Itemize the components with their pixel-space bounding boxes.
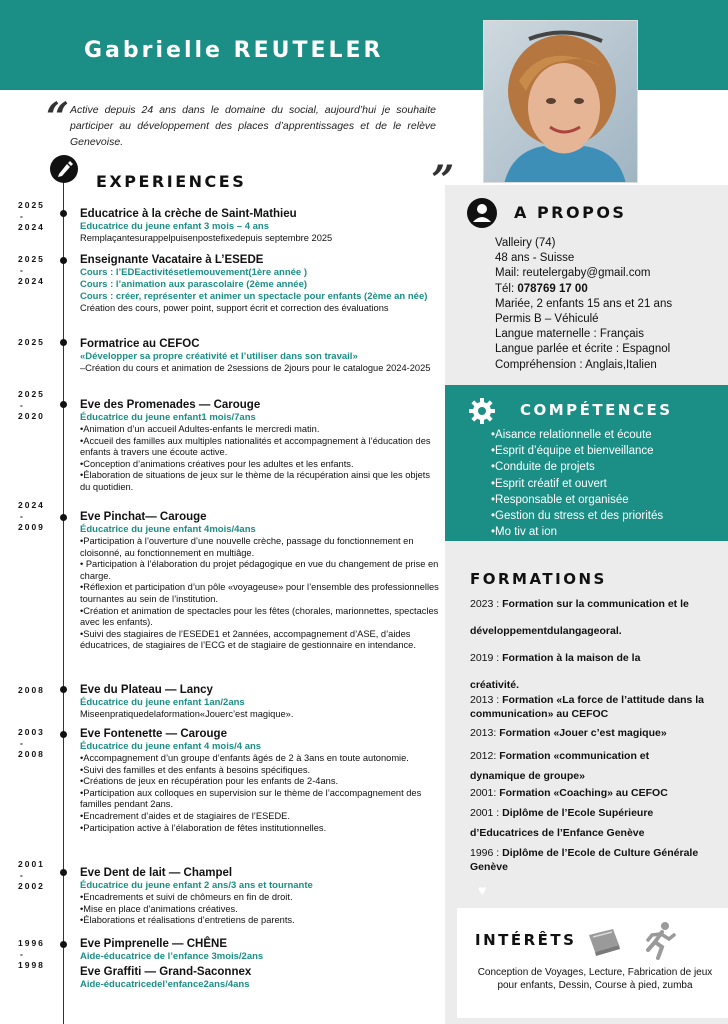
job-description: –Création du cours et animation de 2sessions de 2jours pour le catalogue 2024-2025 — [80, 363, 431, 373]
job-description: •Créations de jeux en récupération pour les enfants de 2-4ans. — [80, 776, 339, 787]
job-title: Eve Pinchat— Carouge — [80, 511, 207, 523]
timeline-dot — [60, 514, 67, 521]
competence-item: •Esprit d’équipe et bienveillance — [491, 445, 654, 458]
job-years: 2003 - 2008 — [18, 727, 45, 759]
book-icon — [585, 925, 623, 957]
job-years: 2025 - 2020 — [18, 389, 45, 421]
timeline-dot — [60, 731, 67, 738]
about-line: Langue parlée et écrite : Espagnol — [495, 343, 671, 356]
job-description: •Accueil des familles aux multiples nationalités et accompagnement à l’éducation des enfants à travers une écoute active. — [80, 435, 431, 458]
timeline-dot — [60, 686, 67, 693]
about-line: Mail: reutelergaby@gmail.com — [495, 267, 651, 280]
job-description: •Participation active à l’élaboration de fêtes institutionnelles. — [80, 822, 327, 833]
job-years: 2025 - 2024 — [18, 200, 45, 232]
job-years: 2025 — [18, 337, 45, 347]
intro-text: Active depuis 24 ans dans le domaine du social, aujourd’hui je souhaite participer au développement des places d’apprentissages et de le relève Genevoise. — [70, 104, 436, 148]
job-description: •Animation d’un accueil Adultes-enfants le mercredi matin. — [80, 424, 320, 434]
job-description: •Suivi des stagiaires de l’ESEDE1 et 2années, accompagnement d’ASE, d’aides éducatrices, de stagiaires de l’ECG et de stagiaire de gestionnaire en intendance. — [80, 628, 416, 651]
pen-icon — [50, 155, 78, 183]
job-description: •Encadrement d’aides et de stagiaires de l’ESEDE. — [80, 810, 290, 821]
about-line: Langue maternelle : Français — [495, 328, 644, 341]
timeline-line — [63, 170, 64, 1024]
job-description: Création des cours, power point, support écrit et correction des évaluations — [80, 303, 389, 313]
formation-item: d’Educatrices de l’Enfance Genève — [470, 827, 645, 839]
competence-item: •Esprit créatif et ouvert — [491, 477, 607, 490]
job-title: Eve Fontenette — Carouge — [80, 728, 227, 740]
job-role: Aide-éducatrice de l’enfance 3mois/2ans — [80, 951, 264, 962]
formation-item: développementdulangageoral. — [470, 625, 622, 637]
gear-icon — [467, 396, 497, 426]
job-entry — [80, 866, 440, 927]
job-entry — [80, 337, 440, 375]
job-title: Eve du Plateau — Lancy — [80, 684, 213, 696]
formation-item: 2001: Formation «Coaching» au CEFOC — [470, 787, 668, 799]
formations-title: FORMATIONS — [470, 570, 607, 588]
job-entry — [80, 207, 440, 245]
job-years: 2008 — [18, 685, 45, 695]
portrait-image — [484, 21, 638, 183]
interets-text: Conception de Voyages, Lecture, Fabrication de jeux pour enfants, Dessin, Course à pied, zumba — [477, 967, 713, 991]
about-details — [495, 236, 720, 373]
runner-icon — [638, 920, 680, 962]
formation-item: 2013 : Formation «La force de l’attitude dans la communication» au CEFOC — [470, 694, 704, 720]
job-description: •Création et animation de spectacles pour les fêtes (chorales, marionnettes, spectacles avec les enfants). — [80, 605, 439, 628]
job-description: Miseenpratiquedelaformation«Jouerc’est magique». — [80, 709, 294, 719]
competence-item: •Gestion du stress et des priorités — [491, 510, 664, 523]
job-years: 2025 - 2024 — [18, 254, 45, 286]
job-title: Eve Pimprenelle — CHÊNE — [80, 938, 227, 950]
job-role: Éducatrice du jeune enfant 2 ans/3 ans et tournante — [80, 880, 313, 891]
job-role: Cours : créer, représenter et animer un spectacle pour enfants (2ème an née) — [80, 291, 428, 302]
timeline-dot — [60, 869, 67, 876]
formation-item: créativité. — [470, 679, 520, 691]
job-years: 2024 - 2009 — [18, 500, 45, 532]
timeline-dot — [60, 339, 67, 346]
open-quote-mark: “ — [46, 94, 70, 141]
heart-icon: ♥ — [478, 882, 487, 898]
formation-item: 2019 : Formation à la maison de la — [470, 652, 641, 664]
job-role: «Développer sa propre créativité et l’utiliser dans son travail» — [80, 351, 358, 362]
profile-photo — [483, 20, 638, 183]
user-icon — [467, 198, 497, 228]
job-entry — [80, 253, 440, 315]
job-description: •Élaboration de situations de jeux sur le thème de la récupération ainsi que les objets du quotidien. — [80, 470, 431, 492]
job-description: •Conception d’animations créatives pour les adultes et les enfants. — [80, 458, 354, 469]
job-description: •Accompagnement d’un groupe d’enfants âgés de 2 à 3ans en toute autonomie. — [80, 753, 409, 763]
job-entry — [80, 683, 440, 721]
job-description: •Mise en place d’animations créatives. — [80, 903, 238, 914]
job-role: Cours : l’animation aux parascolaire (2ème année) — [80, 279, 308, 290]
formation-item: 2001 : Diplôme de l’Ecole Supérieure — [470, 807, 654, 819]
competences-list — [491, 427, 721, 540]
formation-item: dynamique de groupe» — [470, 770, 585, 782]
timeline-dot — [60, 401, 67, 408]
about-line: Mariée, 2 enfants 15 ans et 21 ans — [495, 297, 673, 310]
job-role: Cours : l’EDEactivitésetlemouvement(1ère année ) — [80, 267, 308, 278]
job-title: Educatrice à la crèche de Saint-Mathieu — [80, 208, 297, 220]
about-line: 48 ans - Suisse — [495, 252, 575, 265]
job-title: Formatrice au CEFOC — [80, 338, 200, 350]
job-title: Eve des Promenades — Carouge — [80, 399, 261, 411]
about-title: A PROPOS — [514, 203, 627, 222]
formation-item: 2023 : Formation sur la communication et le — [470, 598, 689, 610]
formations-list — [470, 597, 728, 874]
about-phone: Tél: 078769 17 00 — [495, 282, 588, 295]
job-entry — [80, 937, 440, 963]
job-role: Aide-éducatricedel’enfance2ans/4ans — [80, 979, 250, 990]
job-description: •Encadrements et suivi de chômeurs en fin de droit. — [80, 892, 293, 902]
job-entry — [80, 965, 440, 991]
candidate-name: Gabrielle REUTELER — [84, 38, 384, 63]
job-entry — [80, 510, 440, 652]
timeline-dot — [60, 210, 67, 217]
competence-item: •Mo tiv at ion — [491, 526, 558, 539]
about-line: Compréhension : Anglais,Italien — [495, 358, 657, 371]
formation-item: 2012: Formation «communication et — [470, 750, 650, 762]
job-role: Éducatrice du jeune enfant 4 mois/4 ans — [80, 741, 262, 752]
about-line: Valleiry (74) — [495, 237, 556, 249]
job-title: Eve Dent de lait — Champel — [80, 867, 233, 879]
timeline-dot — [60, 257, 67, 264]
job-description: Remplaçantesurappelpuisenpostefixedepuis septembre 2025 — [80, 233, 333, 243]
experiences-title: EXPERIENCES — [96, 172, 247, 191]
job-title: Enseignante Vacataire à L’ESEDE — [80, 254, 264, 266]
job-description: •Suivi des familles et des enfants à besoins spécifiques. — [80, 764, 311, 775]
formation-item: 1996 : Diplôme de l’Ecole de Culture Générale Genève — [470, 847, 699, 873]
competences-title: COMPÉTENCES — [520, 401, 673, 419]
job-role: Éducatrice du jeune enfant 4mois/4ans — [80, 524, 256, 535]
competence-item: •Responsable et organisée — [491, 493, 629, 506]
competence-item: •Aisance relationnelle et écoute — [491, 429, 652, 441]
job-years: 2001 - 2002 — [18, 859, 45, 891]
job-role: Éducatrice du jeune enfant1 mois/7ans — [80, 412, 256, 423]
job-description: •Participation aux colloques en supervision sur le thème de l’accompagnement des familles pendant 2ans. — [80, 787, 422, 810]
job-entry — [80, 727, 440, 834]
close-quote-mark: „ — [432, 134, 456, 181]
formation-item: 2013: Formation «Jouer c’est magique» — [470, 727, 667, 739]
interets-title: INTÉRÊTS — [475, 931, 577, 949]
job-description: •Réflexion et participation d’un pôle «voyageuse» pour l’ensemble des professionnelles tournantes au sein de l’institution. — [80, 582, 439, 604]
job-title: Eve Graffiti — Grand-Saconnex — [80, 966, 252, 978]
job-description: •Participation à l’ouverture d’une nouvelle crèche, passage du fonctionnement en cloisonné, au fonctionnement en multiâge. — [80, 536, 414, 558]
job-description: • Participation à l’élaboration du projet pédagogique en vue du changement de prise en charge. — [80, 559, 439, 581]
job-description: •Élaborations et réalisations d’entretiens de parents. — [80, 915, 295, 926]
timeline-dot — [60, 941, 67, 948]
competence-item: •Conduite de projets — [491, 461, 595, 474]
job-entry — [80, 398, 440, 494]
about-line: Permis B – Véhiculé — [495, 313, 599, 326]
job-role: Éducatrice du jeune enfant 1an/2ans — [80, 697, 245, 708]
job-years: 1996 - 1998 — [18, 938, 45, 970]
job-role: Educatrice du jeune enfant 3 mois – 4 ans — [80, 221, 270, 232]
